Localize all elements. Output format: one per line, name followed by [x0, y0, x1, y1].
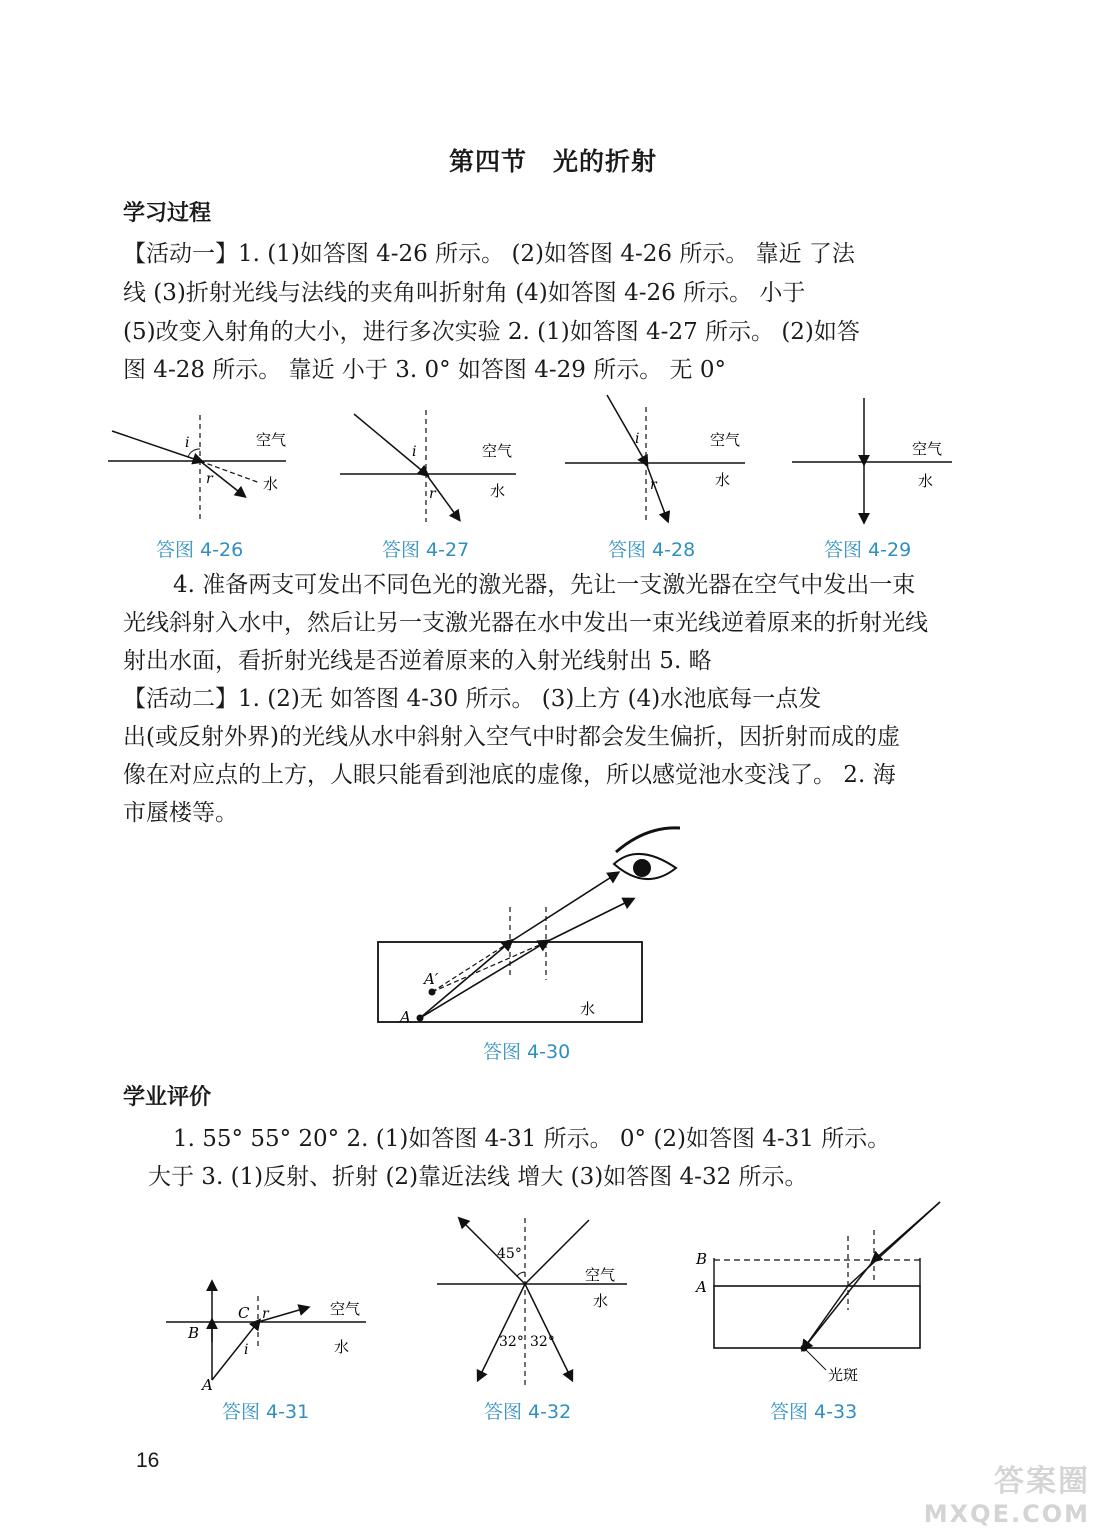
figure-4-27: [340, 410, 520, 525]
text-line: 线 (3)折射光线与法线的夹角叫折射角 (4)如答图 4-26 所示。 小于: [123, 280, 806, 306]
label-i: i: [635, 431, 640, 447]
text-line: 图 4-28 所示。 靠近 小于 3. 0° 如答图 4-29 所示。 无 0°: [123, 357, 726, 383]
label-air: 空气: [482, 442, 513, 460]
eye-icon: [614, 828, 680, 879]
figure-caption: 答图 4-29: [824, 539, 912, 561]
label-light-spot: 光斑: [828, 1366, 859, 1384]
text-line: 大于 3. (1)反射、折射 (2)靠近法线 增大 (3)如答图 4-32 所示。: [148, 1164, 808, 1190]
figure-4-26: [108, 415, 298, 530]
label-air: 空气: [710, 431, 741, 449]
text-line: 射出水面，看折射光线是否逆着原来的入射光线射出 5. 略: [123, 648, 712, 674]
incident-ray: [607, 395, 646, 463]
label-water: 水: [593, 1292, 609, 1310]
label-A: A: [202, 1376, 213, 1394]
figure-caption: 答图 4-31: [222, 1401, 310, 1423]
label-air: 空气: [330, 1300, 361, 1318]
figure-4-33: [694, 1200, 944, 1390]
label-air: 空气: [912, 440, 943, 458]
watermark-url: MXQE.COM: [923, 1500, 1090, 1528]
text-line: 像在对应点的上方，人眼只能看到池底的虚像，所以感觉池水变浅了。 2. 海: [123, 762, 896, 788]
label-C: C: [238, 1304, 250, 1322]
label-r: r: [262, 1306, 269, 1322]
page-title: 第四节 光的折射: [448, 147, 657, 176]
figure-caption: 答图 4-28: [608, 539, 696, 561]
figure-4-29: [792, 398, 962, 526]
text-line: 市蜃楼等。: [123, 800, 238, 826]
text-line: (5)改变入射角的大小，进行多次实验 2. (1)如答图 4-27 所示。 (2)如答: [123, 319, 860, 345]
label-angle-top: 45°: [497, 1246, 522, 1262]
label-water: 水: [918, 472, 934, 490]
label-water: 水: [263, 475, 279, 493]
label-r: r: [650, 477, 657, 493]
page-number: 16: [136, 1449, 160, 1472]
label-r: r: [206, 471, 213, 487]
label-air: 空气: [256, 431, 287, 449]
label-air: 空气: [585, 1266, 616, 1284]
figure-4-31: [166, 1280, 376, 1394]
figure-caption: 答图 4-30: [483, 1041, 571, 1063]
text-line: 出(或反射外界)的光线从水中斜射入空气中时都会发生偏折，因折射而成的虚: [123, 724, 900, 750]
figure-caption: 答图 4-32: [484, 1401, 572, 1423]
label-A: A: [400, 1008, 411, 1026]
label-B: B: [696, 1250, 708, 1268]
text-line: 光线斜射入水中，然后让另一支激光器在水中发出一束光线逆着原来的折射光线: [123, 610, 928, 636]
label-A-prime: A′: [424, 970, 439, 988]
label-i: i: [412, 444, 417, 460]
label-B: B: [188, 1324, 200, 1342]
section-heading-learning-process: 学习过程: [123, 201, 212, 226]
label-i: i: [244, 1342, 249, 1358]
label-water: 水: [580, 1000, 596, 1018]
figure-caption: 答图 4-33: [770, 1401, 858, 1423]
water-tank: [714, 1286, 920, 1348]
figure-caption: 答图 4-26: [156, 539, 244, 561]
label-A: A: [696, 1278, 707, 1296]
text-line: 【活动二】1. (2)无 如答图 4-30 所示。 (3)上方 (4)水池底每一点发: [123, 686, 822, 712]
label-water: 水: [490, 482, 506, 500]
label-r: r: [429, 486, 436, 502]
figure-caption: 答图 4-27: [382, 539, 470, 561]
figure-4-32: [437, 1218, 637, 1388]
label-angle-right: 32°: [530, 1334, 555, 1350]
figure-4-30: [376, 822, 686, 1032]
watermark-logo: 答案圈: [994, 1464, 1090, 1499]
label-water: 水: [715, 471, 731, 489]
text-line: 【活动一】1. (1)如答图 4-26 所示。 (2)如答图 4-26 所示。 靠近 了法: [123, 241, 855, 267]
label-angle-left: 32°: [499, 1334, 524, 1350]
text-line: 4. 准备两支可发出不同色光的激光器，先让一支激光器在空气中发出一束: [173, 572, 916, 598]
text-line: 1. 55° 55° 20° 2. (1)如答图 4-31 所示。 0° (2)如答图 4-31 所示。: [173, 1126, 891, 1152]
label-water: 水: [334, 1338, 350, 1356]
section-heading-evaluation: 学业评价: [123, 1085, 212, 1110]
figure-4-28: [565, 393, 755, 525]
label-i: i: [185, 435, 190, 451]
watermark: [924, 1456, 1090, 1528]
